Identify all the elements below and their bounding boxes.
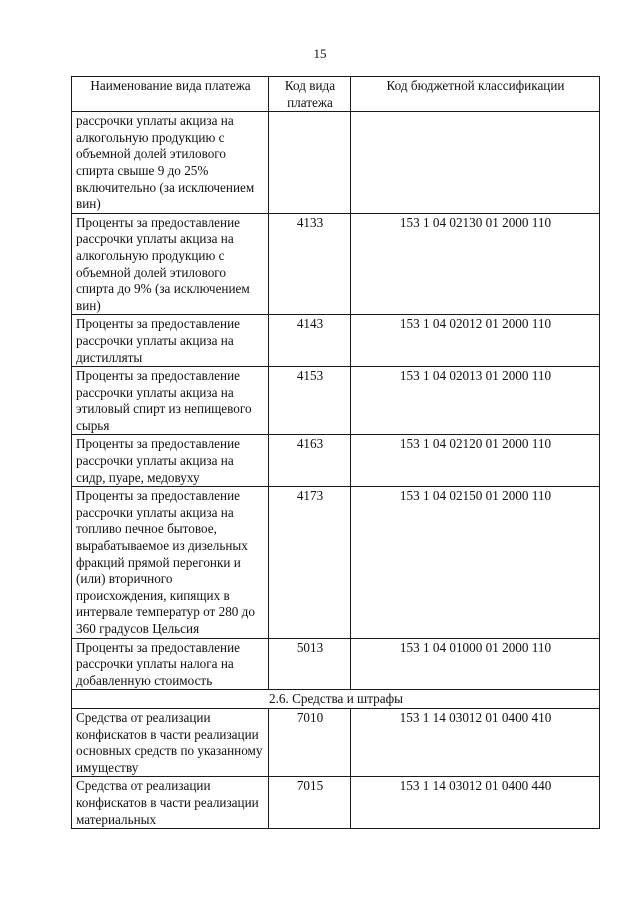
table-row (72, 367, 600, 435)
payment-name-cell: Проценты за предоставление рассрочки уплаты акциза на топливо печное бытовое, вырабатываемое из дизельных фракций прямой перегонки и (или) вторичного происхождения, кипящих в интервале температур от 280 до 360 градусов Цельсия (72, 487, 269, 638)
payment-name-cell: Средства от реализации конфискатов в части реализации основных средств по указанному имуществу (72, 708, 269, 776)
budget-code-cell: 153 1 04 02130 01 2000 110 (351, 213, 600, 315)
payment-code-cell: 7015 (269, 777, 351, 829)
table-row (72, 213, 600, 315)
budget-code-cell: 153 1 04 02012 01 2000 110 (351, 315, 600, 367)
payment-name-cell: Проценты за предоставление рассрочки уплаты налога на добавленную стоимость (72, 638, 269, 690)
payment-name-cell: рассрочки уплаты акциза на алкогольную продукцию с объемной долей этилового спирта свыше 9 до 25% включительно (за исключением вин) (72, 112, 269, 214)
payment-code-cell: 4153 (269, 367, 351, 435)
section-heading-row (72, 690, 600, 709)
table-row (72, 777, 600, 829)
budget-code-cell: 153 1 04 02120 01 2000 110 (351, 435, 600, 487)
table-row (72, 487, 600, 638)
page-number: 15 (313, 46, 327, 61)
payment-code-cell: 7010 (269, 708, 351, 776)
section-heading: 2.6. Средства и штрафы (72, 690, 600, 709)
budget-code-cell: 153 1 04 01000 01 2000 110 (351, 638, 600, 690)
budget-code-cell: 153 1 04 02013 01 2000 110 (351, 367, 600, 435)
payment-code-cell: 4173 (269, 487, 351, 638)
payment-name-cell: Проценты за предоставление рассрочки уплаты акциза на этиловый спирт из непищевого сырья (72, 367, 269, 435)
budget-code-cell (351, 112, 600, 214)
payment-code-cell: 5013 (269, 638, 351, 690)
table-header-row (72, 77, 600, 112)
payment-code-cell: 4143 (269, 315, 351, 367)
payment-name-cell: Проценты за предоставление рассрочки уплаты акциза на алкогольную продукцию с объемной долей этилового спирта до 9% (за исключением вин) (72, 213, 269, 315)
payment-code-cell: 4133 (269, 213, 351, 315)
payment-code-cell (269, 112, 351, 214)
table-row (72, 435, 600, 487)
header-payment-name: Наименование вида платежа (72, 77, 269, 112)
payment-name-cell: Проценты за предоставление рассрочки уплаты акциза на сидр, пуаре, медовуху (72, 435, 269, 487)
payment-name-cell: Средства от реализации конфискатов в части реализации материальных (72, 777, 269, 829)
budget-code-cell: 153 1 04 02150 01 2000 110 (351, 487, 600, 638)
table-row (72, 315, 600, 367)
budget-code-cell: 153 1 14 03012 01 0400 440 (351, 777, 600, 829)
table-row (72, 112, 600, 214)
budget-code-cell: 153 1 14 03012 01 0400 410 (351, 708, 600, 776)
budget-codes-table (71, 76, 600, 829)
table-row (72, 708, 600, 776)
payment-name-cell: Проценты за предоставление рассрочки уплаты акциза на дистилляты (72, 315, 269, 367)
header-payment-code: Код вида платежа (269, 77, 351, 112)
header-budget-code: Код бюджетной классификации (351, 77, 600, 112)
payment-code-cell: 4163 (269, 435, 351, 487)
table-row (72, 638, 600, 690)
